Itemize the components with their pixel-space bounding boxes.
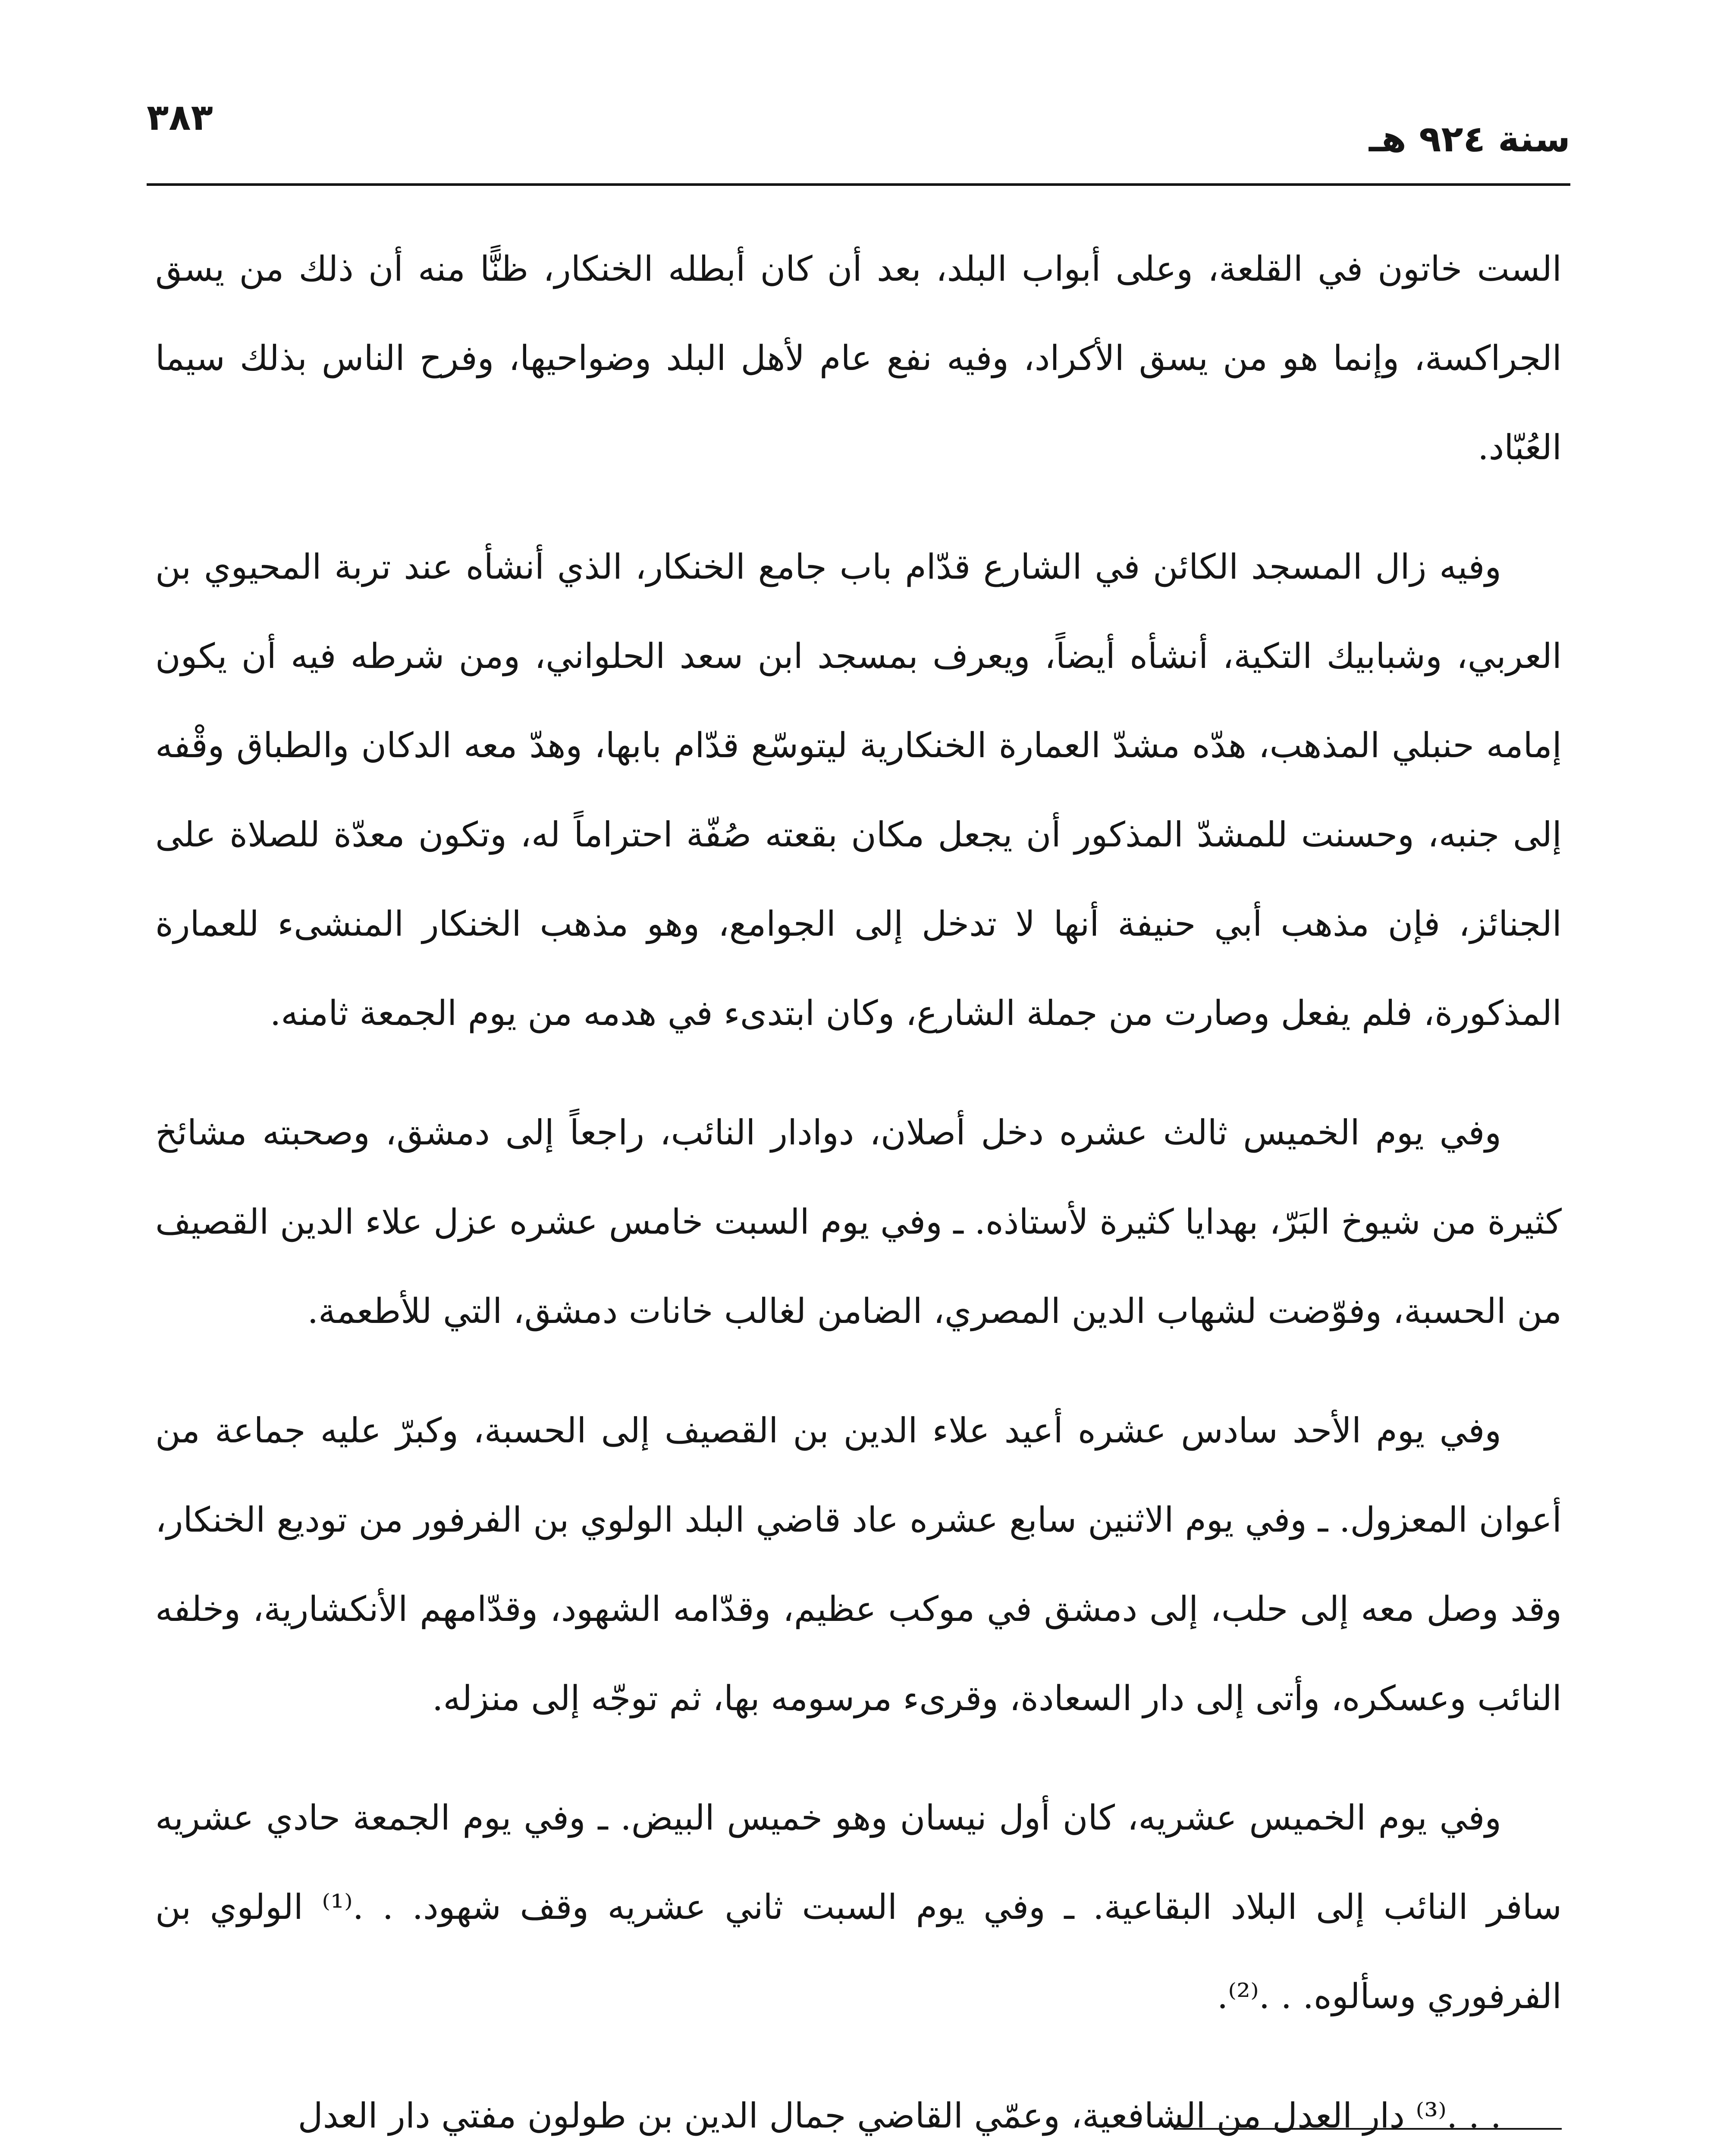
paragraph-5: وفي يوم الخميس عشريه، كان أول نيسان وهو خميس البيض. ـ وفي يوم الجمعة حادي عشريه سافر النائب إلى البلاد البقاعية. ـ وفي يوم السبت ثاني عشريه وقف شهود. . .⁽¹⁾ الولوي بن الفرفوري وسألوه. . .⁽²⁾.: [155, 1798, 1562, 2016]
paragraph-3: وفي يوم الخميس ثالث عشره دخل أصلان، دوادار النائب، راجعاً إلى دمشق، وصحبته مشائخ كثيرة من شيوخ البَرّ، بهدايا كثيرة لأستاذه. ـ وفي يوم السبت خامس عشره عزل علاء الدين القصيف من الحسبة، وفوّضت لشهاب الدين المصري، الضامن لغالب خانات دمشق، التي للأطعمة.: [155, 1112, 1562, 1331]
body-text: [155, 224, 1562, 2156]
paragraph-4: وفي يوم الأحد سادس عشره أعيد علاء الدين بن القصيف إلى الحسبة، وكبرّ عليه جماعة من أعوان المعزول. ـ وفي يوم الاثنين سابع عشره عاد قاضي البلد الولوي بن الفرفور من توديع الخنكار، وقد وصل معه إلى حلب، إلى دمشق في موكب عظيم، وقدّامه الشهود، وقدّامهم الأنكشارية، وخلفه النائب وعسكره، وأتى إلى دار السعادة، وقرىء مرسومه بها، ثم توجّه إلى منزله.: [155, 1410, 1562, 1718]
footnote-separator: [1174, 2128, 1562, 2130]
page-number: ٣٨٣: [147, 96, 213, 138]
paragraph-2: وفيه زال المسجد الكائن في الشارع قدّام باب جامع الخنكار، الذي أنشأه عند تربة المحيوي بن العربي، وشبابيك التكية، أنشأه أيضاً، ويعرف بمسجد ابن سعد الحلواني، ومن شرطه فيه أن يكون إمامه حنبلي المذهب، هدّه مشدّ العمارة الخنكارية ليتوسّع قدّام بابها، وهدّ معه الدكان والطباق وقْفه إلى جنبه، وحسنت للمشدّ المذكور أن يجعل مكان بقعته صُفّة احتراماً له، وتكون معدّة للصلاة على الجنائز، فإن مذهب أبي حنيفة أنها لا تدخل إلى الجوامع، وهو مذهب الخنكار المنشىء للعمارة المذكورة، فلم يفعل وصارت من جملة الشارع، وكان ابتدىء في هدمه من يوم الجمعة ثامنه.: [155, 547, 1562, 1033]
paragraph-1: الست خاتون في القلعة، وعلى أبواب البلد، بعد أن كان أبطله الخنكار، ظنًّا منه أن ذلك من يسق الجراكسة، وإنما هو من يسق الأكراد، وفيه نفع عام لأهل البلد وضواحيها، وفرح الناس بذلك سيما العُبّاد.: [155, 249, 1562, 467]
running-header: [147, 96, 1570, 160]
header-rule: [147, 183, 1570, 186]
header-year: سنة ٩٢٤ هـ: [1369, 118, 1570, 160]
paragraph-6: . . .⁽³⁾ دار العدل من الشافعية، وعمّي القاضي جمال الدين بن طولون مفتي دار العدل: [298, 2096, 1501, 2136]
